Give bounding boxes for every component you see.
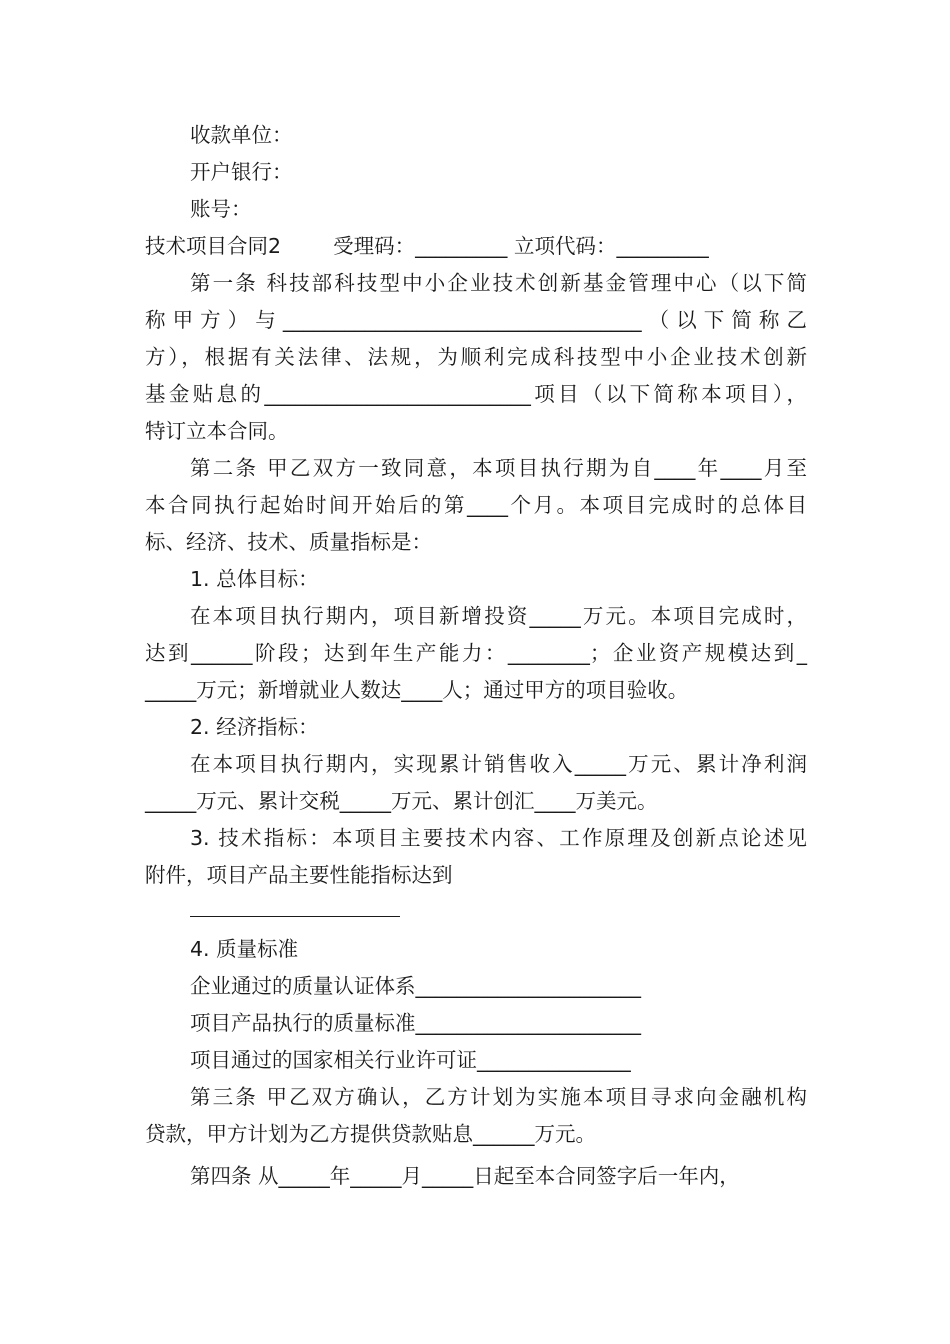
overall-goal-line-2: 达到______阶段；达到年生产能力：________；企业资产规模达到_	[145, 641, 807, 665]
technical-line-2: 附件，项目产品主要性能指标达到	[145, 863, 453, 887]
article-2-line-1: 第二条 甲乙双方一致同意，本项目执行期为自____年____月至	[190, 456, 807, 480]
overall-goal-heading: 1. 总体目标：	[190, 567, 319, 591]
account-label: 账号：	[190, 197, 252, 221]
technical-blank-line	[190, 916, 400, 917]
article-3-line-1: 第三条 甲乙双方确认，乙方计划为实施本项目寻求向金融机构	[190, 1085, 807, 1109]
overall-goal-line-1: 在本项目执行期内，项目新增投资_____万元。本项目完成时，	[190, 604, 807, 628]
bank-label: 开户银行：	[190, 160, 293, 184]
economic-line-2: _____万元、累计交税_____万元、累计创汇____万美元。	[145, 789, 658, 813]
contract-heading: 技术项目合同2 受理码：_________ 立项代码：_________	[145, 234, 709, 258]
overall-goal-line-3: _____万元；新增就业人数达____人；通过甲方的项目验收。	[145, 678, 689, 702]
article-4-line-1: 第四条 从_____年_____月_____日起至本合同签字后一年内，	[190, 1164, 740, 1188]
article-1-line-3: 方），根据有关法律、法规，为顺利完成科技型中小企业技术创新	[145, 345, 807, 369]
quality-cert-line: 企业通过的质量认证体系______________________	[190, 974, 641, 998]
article-2-line-2: 本合同执行起始时间开始后的第____个月。本项目完成时的总体目	[145, 493, 807, 517]
economic-heading: 2. 经济指标：	[190, 715, 319, 739]
quality-license-line: 项目通过的国家相关行业许可证_______________	[190, 1048, 631, 1072]
article-1-line-2: 称甲方）与___________________________________（以下简称乙	[145, 308, 807, 332]
article-2-line-3: 标、经济、技术、质量指标是：	[145, 530, 432, 554]
article-1-line-5: 特订立本合同。	[145, 419, 289, 443]
quality-heading: 4. 质量标准	[190, 937, 299, 961]
article-1-line-1: 第一条 科技部科技型中小企业技术创新基金管理中心（以下简	[190, 271, 807, 295]
article-3-line-2: 贷款，甲方计划为乙方提供贷款贴息______万元。	[145, 1122, 596, 1146]
economic-line-1: 在本项目执行期内，实现累计销售收入_____万元、累计净利润	[190, 752, 807, 776]
article-1-line-4: 基金贴息的__________________________项目（以下简称本项目），	[145, 382, 807, 406]
quality-standard-line: 项目产品执行的质量标准______________________	[190, 1011, 641, 1035]
technical-line-1: 3. 技术指标：本项目主要技术内容、工作原理及创新点论述见	[190, 826, 807, 850]
payee-unit-label: 收款单位：	[190, 123, 293, 147]
